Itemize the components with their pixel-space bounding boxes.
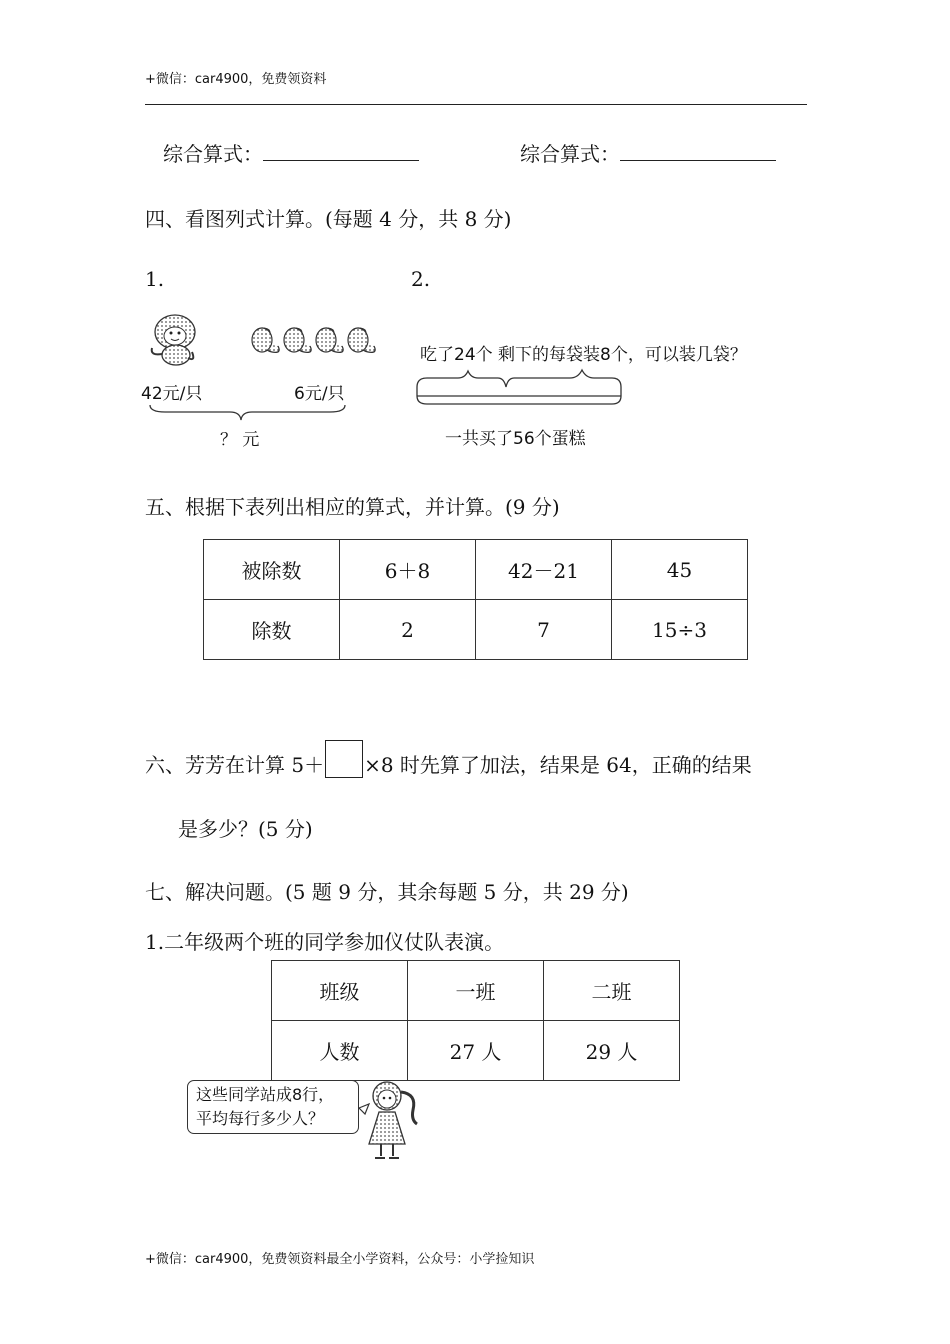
snake-illustration-3 bbox=[316, 328, 343, 352]
header-note: +微信：car4900，免费领资料 bbox=[145, 72, 327, 87]
table-cell: 班级 bbox=[272, 961, 408, 1021]
formula-label-left: 综合算式： bbox=[163, 142, 263, 166]
speech-line-1: 这些同学站成8行， bbox=[196, 1085, 335, 1104]
table-cell: 被除数 bbox=[204, 540, 340, 600]
section5-title: 五、根据下表列出相应的算式，并计算。(9 分) bbox=[145, 495, 560, 519]
figure-1-toys bbox=[140, 308, 390, 448]
table-cell: 15÷3 bbox=[612, 600, 748, 660]
section4-title: 四、看图列式计算。(每题 4 分，共 8 分) bbox=[145, 207, 512, 231]
class-size-table bbox=[271, 960, 680, 1081]
division-table bbox=[203, 539, 748, 660]
answer-blank-left[interactable] bbox=[263, 142, 419, 161]
section7-title: 七、解决问题。(5 题 9 分，其余每题 5 分，共 29 分) bbox=[145, 880, 629, 904]
missing-number-box[interactable] bbox=[325, 740, 363, 778]
section4-q2-number: 2. bbox=[411, 267, 431, 291]
fig1-price-snake: 6元/只 bbox=[294, 384, 345, 404]
table-cell: 45 bbox=[612, 540, 748, 600]
table-row bbox=[272, 1021, 680, 1081]
formula-label-right: 综合算式： bbox=[520, 142, 620, 166]
header-rule bbox=[145, 104, 807, 105]
table-cell: 7 bbox=[476, 600, 612, 660]
sum-brace-1 bbox=[150, 405, 345, 420]
table-cell: 29 人 bbox=[544, 1021, 680, 1081]
answer-blank-right[interactable] bbox=[620, 142, 776, 161]
section6-line1 bbox=[145, 740, 752, 778]
section6-text-before-box: 六、芳芳在计算 5＋ bbox=[145, 753, 325, 777]
formula-line-right bbox=[520, 138, 776, 167]
formula-line-left bbox=[163, 138, 419, 167]
figure-2-bracket bbox=[410, 365, 630, 415]
section7-q1-text: 1.二年级两个班的同学参加仪仗队表演。 bbox=[145, 930, 505, 954]
table-cell: 一班 bbox=[408, 961, 544, 1021]
section6-text-after-box: ×8 时先算了加法，结果是 64，正确的结果 bbox=[364, 753, 752, 777]
table-cell: 2 bbox=[340, 600, 476, 660]
table-row bbox=[204, 540, 748, 600]
fig1-price-monkey: 42元/只 bbox=[141, 384, 203, 404]
speech-line-2: 平均每行多少人？ bbox=[196, 1109, 325, 1128]
table-row bbox=[272, 961, 680, 1021]
monkey-illustration bbox=[152, 315, 195, 365]
table-cell: 42－21 bbox=[476, 540, 612, 600]
table-row bbox=[204, 600, 748, 660]
section6-line2: 是多少？(5 分) bbox=[178, 817, 313, 841]
table-cell: 6＋8 bbox=[340, 540, 476, 600]
fig2-caption-top: 吃了24个 剩下的每袋装8个，可以装几袋？ bbox=[420, 345, 747, 365]
table-cell: 二班 bbox=[544, 961, 680, 1021]
snake-illustration-1 bbox=[252, 328, 279, 352]
speech-bubble bbox=[187, 1080, 359, 1134]
fig2-caption-bottom: 一共买了56个蛋糕 bbox=[445, 429, 586, 449]
snake-illustration-4 bbox=[348, 328, 375, 352]
table-cell: 除数 bbox=[204, 600, 340, 660]
table-cell: 27 人 bbox=[408, 1021, 544, 1081]
fig1-question: ？ 元 bbox=[220, 430, 260, 450]
table-cell: 人数 bbox=[272, 1021, 408, 1081]
section4-q1-number: 1. bbox=[145, 267, 165, 291]
snake-illustration-2 bbox=[284, 328, 311, 352]
girl-illustration bbox=[355, 1078, 435, 1162]
footer-note: +微信：car4900，免费领资料最全小学资料，公众号：小学捡知识 bbox=[145, 1252, 535, 1267]
